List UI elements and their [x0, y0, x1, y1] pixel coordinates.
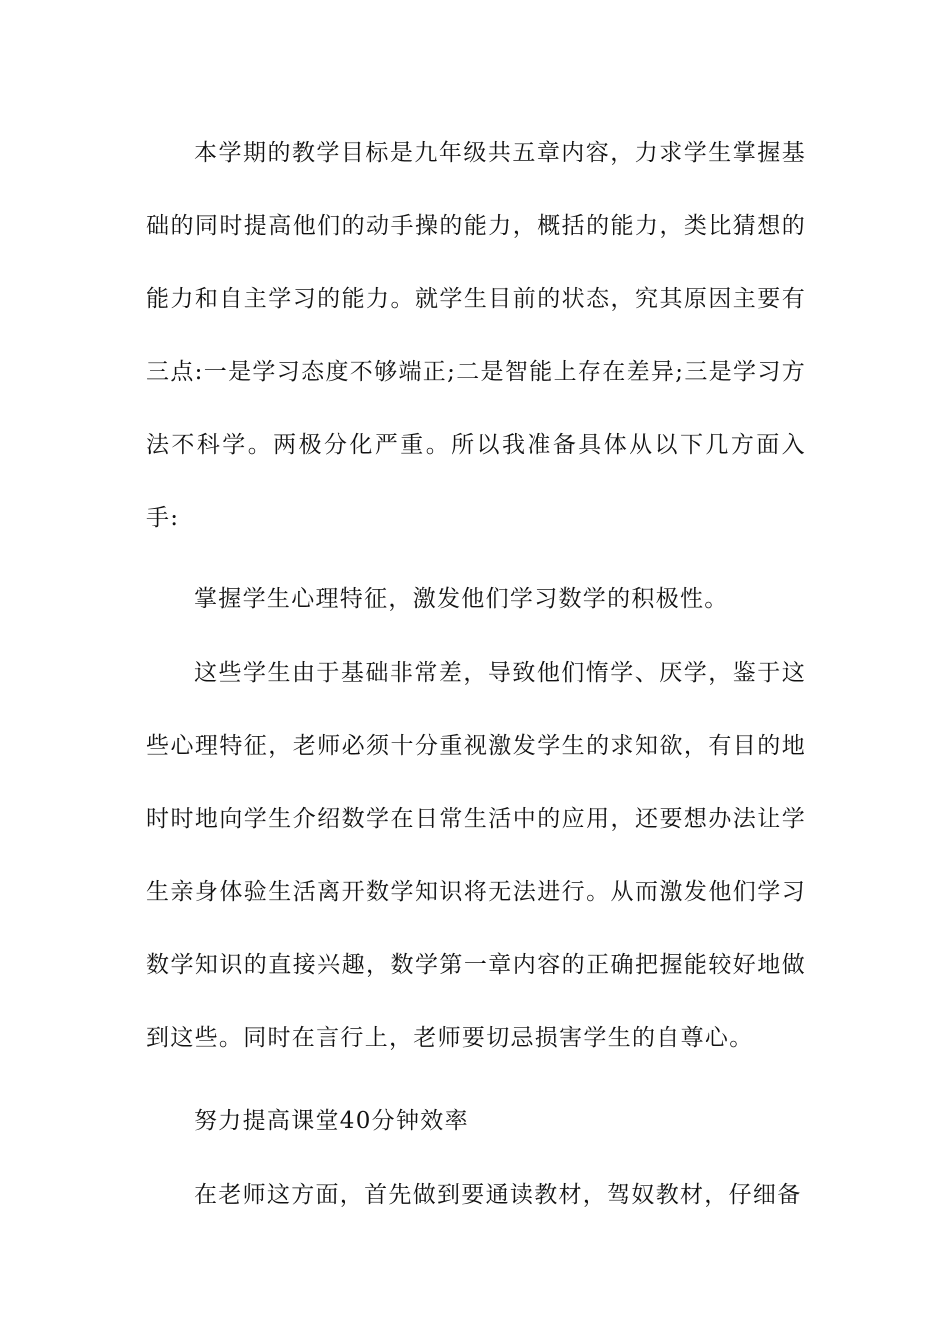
section-heading-psychology: 掌握学生心理特征，激发他们学习数学的积极性。	[194, 586, 729, 612]
psychology-paragraph: 这些学生由于基础非常差，导致他们惰学、厌学，鉴于这些心理特征，老师必须十分重视激发学生的求知欲，有目的地时时地向学生介绍数学在日常生活中的应用，还要想办法让学生亲身体验生活离开数学知识将无法进行。从而激发他们学习数学知识的直接兴趣，数学第一章内容的正确把握能较好地做到这些。同时在言行上，老师要切忌损害学生的自尊心。	[146, 660, 806, 1051]
section-heading-efficiency: 努力提高课堂40分钟效率	[194, 1108, 469, 1134]
intro-paragraph: 本学期的教学目标是九年级共五章内容，力求学生掌握基础的同时提高他们的动手操的能力，概括的能力，类比猜想的能力和自主学习的能力。就学生目前的状态，究其原因主要有三点:一是学习态度不够端正;二是智能上存在差异;三是学习方法不科学。两极分化严重。所以我准备具体从以下几方面入手:	[146, 140, 806, 531]
efficiency-paragraph: 在老师这方面，首先做到要通读教材，驾奴教材，仔细备	[194, 1182, 802, 1208]
